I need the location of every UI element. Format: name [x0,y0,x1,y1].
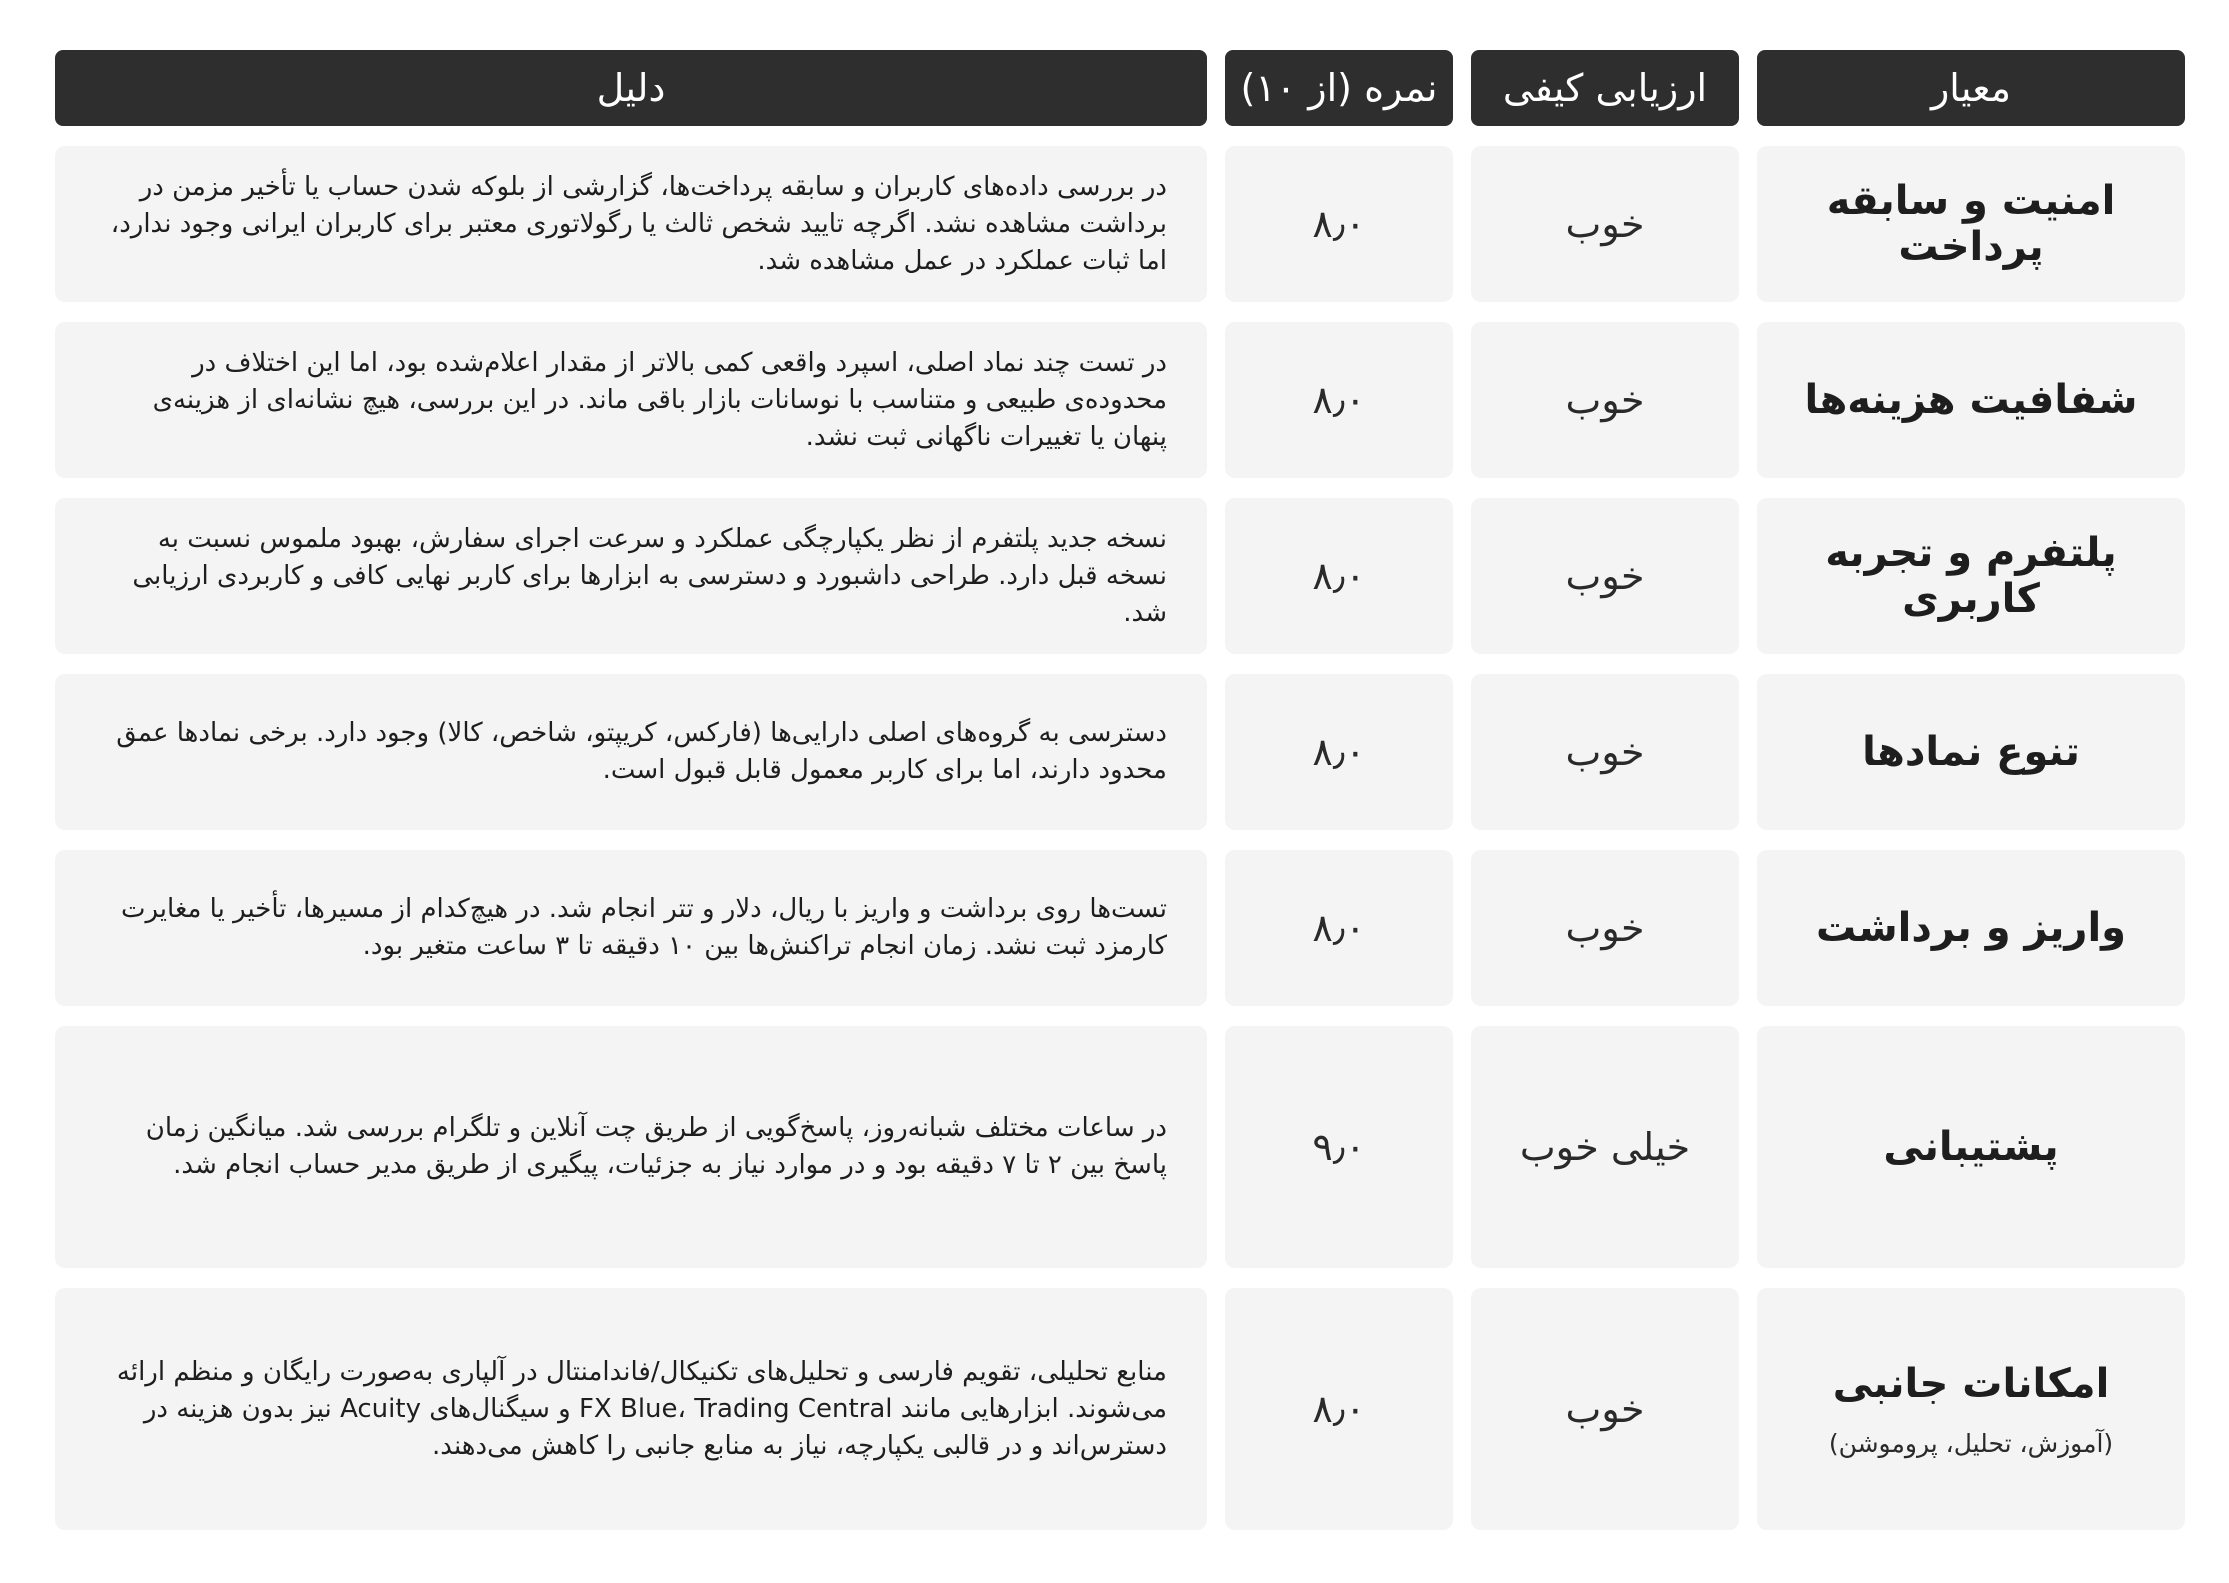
quality-value: خوب [1565,730,1645,774]
score-value: ۸٫۰ [1312,378,1366,422]
header-score: نمره (از ۱۰) [1225,50,1453,126]
quality-value: خوب [1565,554,1645,598]
score-value: ۸٫۰ [1312,554,1366,598]
table-row [55,1026,2185,1268]
reason-text: نسخه جدید پلتفرم از نظر یکپارچگی عملکرد و سرعت اجرای سفارش، بهبود ملموس نسبت به نسخه قبل دارد. طراحی داشبورد و دسترسی به ابزارها برای کاربر نهایی کافی و کاربردی ارزیابی شد. [132,523,1167,628]
criterion-label: امکانات جانبی [1832,1360,2110,1407]
table-header [55,50,2185,126]
header-quality: ارزیابی کیفی [1471,50,1739,126]
reason-text: در بررسی داده‌های کاربران و سابقه پرداخت‌ها، گزارشی از بلوکه شدن حساب یا تأخیر مزمن در برداشت مشاهده نشد. اگرچه تایید شخص ثالث یا رگولاتوری معتبر برای کاربران ایرانی وجود ندارد، اما ثبات عملکرد در عمل مشاهده شد. [110,171,1167,276]
score-value: ۸٫۰ [1312,1387,1366,1431]
criterion-label: تنوع نمادها [1862,729,2080,775]
criterion-label: شفافیت هزینه‌ها [1804,377,2138,423]
score-value: ۸٫۰ [1312,202,1366,246]
score-value: ۹٫۰ [1312,1125,1366,1169]
quality-value: خوب [1565,1387,1645,1431]
score-value: ۸٫۰ [1312,730,1366,774]
table-row [55,850,2185,1006]
score-value: ۸٫۰ [1312,906,1366,950]
table-row [55,498,2185,654]
criterion-label: پشتیبانی [1883,1124,2059,1170]
quality-value: خوب [1565,906,1645,950]
table-row [55,146,2185,302]
evaluation-table [55,50,2185,1550]
table-row [55,1288,2185,1530]
criterion-label: واریز و برداشت [1815,905,2127,951]
reason-text: در تست چند نماد اصلی، اسپرد واقعی کمی بالاتر از مقدار اعلام‌شده بود، اما این اختلاف در محدوده‌ی طبیعی و متناسب با نوسانات بازار باقی ماند. در این بررسی، هیچ نشانه‌ای از هزینه‌ی پنهان یا تغییرات ناگهانی ثبت نشد. [152,347,1167,452]
quality-value: خیلی خوب [1519,1125,1691,1169]
reason-text: دسترسی به گروه‌های اصلی دارایی‌ها (فارکس، کریپتو، شاخص، کالا) وجود دارد. برخی نمادها عمق محدود دارند، اما برای کاربر معمول قابل قبول است. [116,718,1167,785]
reason-text: در ساعات مختلف شبانه‌روز، پاسخ‌گویی از طریق چت آنلاین و تلگرام بررسی شد. میانگین زمان پاسخ بین ۲ تا ۷ دقیقه بود و در موارد نیاز به جزئیات، پیگیری از طریق مدیر حساب انجام شد. [145,1113,1167,1180]
criterion-label: پلتفرم و تجربه کاربری [1825,530,2117,622]
criterion-label: امنیت و سابقه پرداخت [1826,178,2116,270]
quality-value: خوب [1565,202,1645,246]
table-row [55,322,2185,478]
header-criterion: معیار [1757,50,2185,126]
header-reason: دلیل [55,50,1207,126]
quality-value: خوب [1565,378,1645,422]
reason-text: تست‌ها روی برداشت و واریز با ریال، دلار و تتر انجام شد. در هیچ‌کدام از مسیرها، تأخیر یا مغایرت کارمزد ثبت نشد. زمان انجام تراکنش‌ها بین ۱۰ دقیقه تا ۳ ساعت متغیر بود. [120,894,1167,961]
reason-text: منابع تحلیلی، تقویم فارسی و تحلیل‌های تکنیکال/فاندامنتال در آلپاری به‌صورت رایگان و منظم ارائه می‌شوند. ابزارهایی مانند FX Blue، Trading Central و سیگنال‌های Acuity نیز بدون هزینه در دسترس‌اند و در قالبی یکپارچه، نیاز به منابع جانبی را کاهش می‌دهند. [116,1356,1167,1461]
criterion-sublabel: (آموزش، تحلیل، پروموشن) [1828,1428,2114,1458]
table-row [55,674,2185,830]
